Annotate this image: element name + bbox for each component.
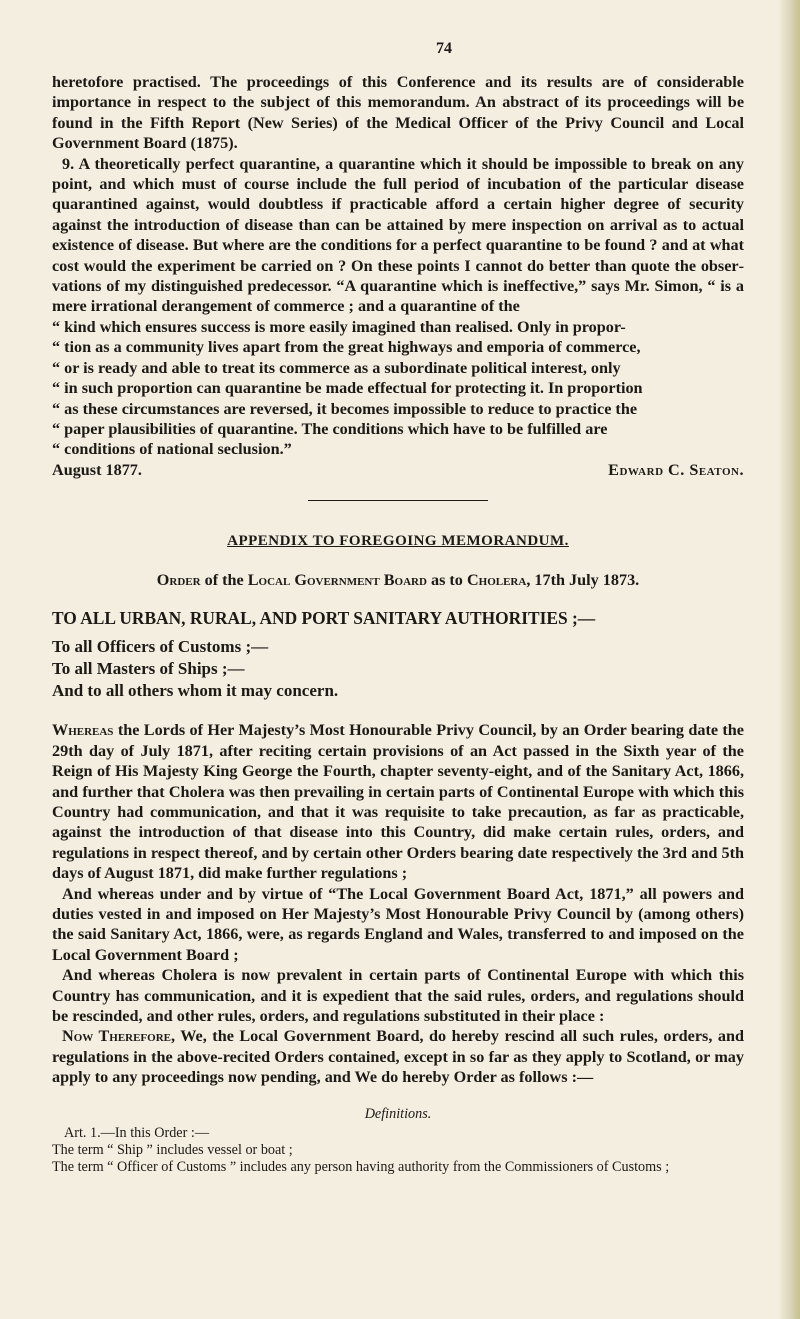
signature-row <box>52 460 744 480</box>
now-therefore-lead: Now Therefore <box>62 1027 171 1046</box>
order-heading-board: Local Government Board <box>247 570 427 589</box>
whereas-paragraph-3: And whereas Cholera is now prevalent in certain parts of Continental Europe with which this Country has communication, and it is expedient that the said rules, orders, and regulations should be rescinded, and other rules, orders, and regulations substituted in their place : <box>52 966 744 1026</box>
addressee-item: To all Masters of Ships ;— <box>52 659 245 679</box>
definition-ship: The term “ Ship ” includes vessel or boat ; <box>52 1141 293 1158</box>
definitions-section <box>52 1106 744 1176</box>
now-therefore-paragraph <box>52 1026 744 1087</box>
quote-line: “ tion as a community lives apart from the great highways and emporia of commerce, <box>52 338 641 357</box>
quote-line: “ or is ready and able to treat its commerce as a subordinate political interest, only <box>52 358 621 377</box>
quote-line: “ in such proportion can quarantine be made effectual for protecting it. In proportion <box>52 379 643 398</box>
order-heading-text: as to <box>426 570 467 589</box>
definitions-article: Art. 1.—In this Order :— <box>64 1124 210 1141</box>
addressee-main: TO ALL URBAN, RURAL, AND PORT SANITARY AUTHORITIES ;— <box>52 607 596 628</box>
addressee-list <box>52 636 744 702</box>
signature-name: Edward C. Seaton. <box>608 460 744 479</box>
quote-line: “ conditions of national seclusion.” <box>52 440 292 459</box>
appendix-title: APPENDIX TO FOREGOING MEMORANDUM. <box>227 533 569 550</box>
paragraph-9: 9. A theoretically perfect quarantine, a quarantine which it should be impossible to break on any point, and which must of course include the full period of incubation of the particular disease quarantined against, would doubtless if practicable afford a certain higher degree of security against the introduction of disease than can be attained by mere inspection on arrival as to actual existence of disease. But where are the conditions for a perfect quarantine to be found ? and at what cost would the experiment be carried on ? On these points I cannot do better than quote the observations of my distinguished predecessor. “A quarantine which is ineffective,” says Mr. Simon, “ is a mere irrational derangement of commerce ; and a quarantine of the <box>52 154 744 316</box>
order-heading-date: , 17th July 1873. <box>526 570 640 589</box>
signature-date: August 1877. <box>52 460 142 479</box>
now-therefore-text: , We, the Local Government Board, do hereby rescind all such rules, orders, and regulations in the above-recited Orders contained, except in so far as they apply to Scotland, or may apply to any proceedings now pending, and We do hereby Order as follows :— <box>52 1027 744 1087</box>
addressee-item: And to all others whom it may concern. <box>52 681 339 701</box>
continuation-paragraph: heretofore practised. The proceedings of this Conference and its results are of considerable importance in respect to the subject of this memorandum. An abstract of its proceedings will be found in the Fifth Report (New Series) of the Medical Officer of the Privy Council and Local Government Board (1875). <box>52 73 744 153</box>
quote-line: “ as these circumstances are reversed, it becomes impossible to reduce to practice the <box>52 399 638 418</box>
whereas-paragraph-2: And whereas under and by virtue of “The Local Government Board Act, 1871,” all powers and duties vested in and imposed on Her Majesty’s Most Honourable Privy Council by (among others) the said Sanitary Act, 1866, were, as regards England and Wales, transferred to and imposed on the Local Government Board ; <box>52 884 744 964</box>
section-divider <box>308 500 488 501</box>
definitions-title: Definitions. <box>364 1105 432 1122</box>
page-number: 74 <box>436 40 452 57</box>
memorandum-text <box>52 72 744 1176</box>
order-heading <box>52 570 744 590</box>
quote-line: “ kind which ensures success is more easily imagined than realised. Only in propor- <box>52 317 626 336</box>
order-heading-cholera: Cholera <box>466 570 527 589</box>
whereas-text: the Lords of Her Majesty’s Most Honourable Privy Council, by an Order bearing date the 29th day of July 1871, after reciting certain provisions of an Act passed in the Sixth year of the Reign of His Majesty King George the Fourth, chapter seventy-eight, and of the Sanitary Act, 1866, and further that Cholera was then prevailing in certain parts of Continental Europe with which this Country had communication, and that it was requisite to take precaution, as far as practicable, against the introduction of that disease into this Country, did make certain rules, orders, and regulations in respect thereof, and by certain other Orders bearing date respectively the 3rd and 5th days of August 1871, did make further regulations ; <box>52 721 744 883</box>
order-heading-prefix: Order <box>156 570 201 589</box>
order-heading-text: of the <box>200 570 248 589</box>
addressee-item: To all Officers of Customs ;— <box>52 637 269 657</box>
quote-line: “ paper plausibilities of quarantine. The conditions which have to be fulfilled are <box>52 419 608 438</box>
definition-officer: The term “ Officer of Customs ” includes any person having authority from the Commissioners of Customs ; <box>52 1158 670 1175</box>
whereas-lead: Whereas <box>52 721 114 740</box>
page-edge-shadow <box>778 0 800 1319</box>
whereas-paragraph-1 <box>52 720 744 883</box>
